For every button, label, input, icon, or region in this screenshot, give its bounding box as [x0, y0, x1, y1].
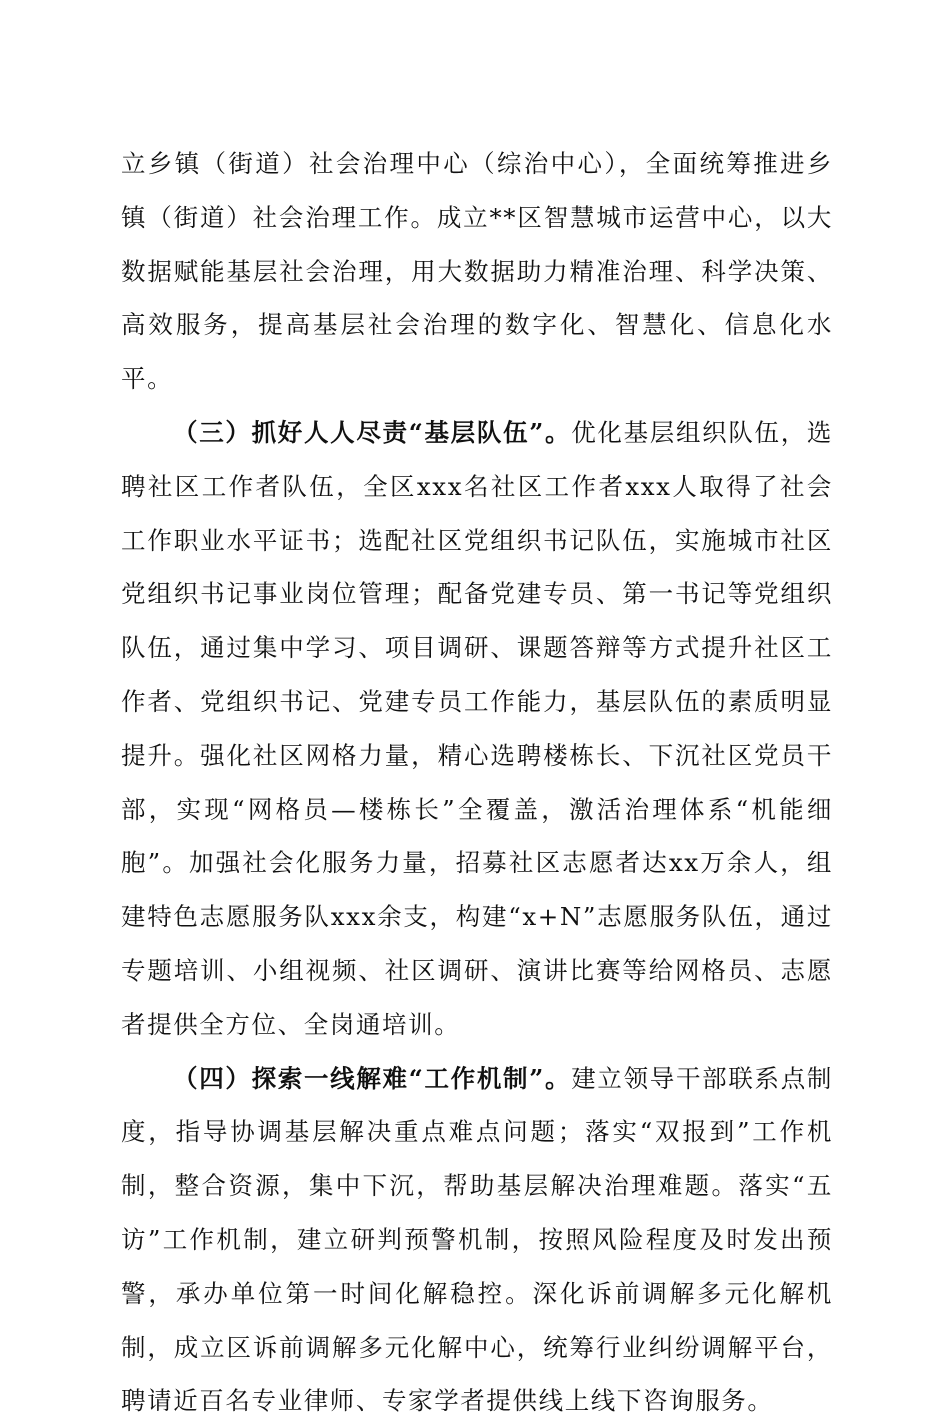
- paragraph-section-four: [121, 1052, 833, 1428]
- section-four-heading: （四）探索一线解难“工作机制”。: [173, 1063, 572, 1093]
- paragraph-section-three: [121, 406, 833, 1052]
- document-body: [121, 137, 833, 1428]
- paragraph-text: 优化基层组织队伍，选聘社区工作者队伍，全区xxx名社区工作者xxx人取得了社会工作职业水平证书；选配社区党组织书记队伍，实施城市社区党组织书记事业岗位管理；配备党建专员、第一书记等党组织队伍，通过集中学习、项目调研、课题答辩等方式提升社区工作者、党组织书记、党建专员工作能力，基层队伍的素质明显提升。强化社区网格力量，精心选聘楼栋长、下沉社区党员干部，实现“网格员—楼栋长”全覆盖，激活治理体系“机能细胞”。加强社会化服务力量，招募社区志愿者达xx万余人，组建特色志愿服务队xxx余支，构建“x+N”志愿服务队伍，通过专题培训、小组视频、社区调研、演讲比赛等给网格员、志愿者提供全方位、全岗通培训。: [121, 417, 833, 1039]
- paragraph-continuation: [121, 137, 833, 406]
- section-three-heading: （三）抓好人人尽责“基层队伍”。: [173, 417, 572, 447]
- paragraph-text: 立乡镇（街道）社会治理中心（综治中心），全面统筹推进乡镇（街道）社会治理工作。成立**区智慧城市运营中心，以大数据赋能基层社会治理，用大数据助力精准治理、科学决策、高效服务，提高基层社会治理的数字化、智慧化、信息化水平。: [121, 149, 833, 394]
- paragraph-text: 建立领导干部联系点制度，指导协调基层解决重点难点问题；落实“双报到”工作机制，整合资源，集中下沉，帮助基层解决治理难题。落实“五访”工作机制，建立研判预警机制，按照风险程度及时发出预警，承办单位第一时间化解稳控。深化诉前调解多元化解机制，成立区诉前调解多元化解中心，统筹行业纠纷调解平台，聘请近百名专业律师、专家学者提供线上线下咨询服务。: [121, 1063, 833, 1416]
